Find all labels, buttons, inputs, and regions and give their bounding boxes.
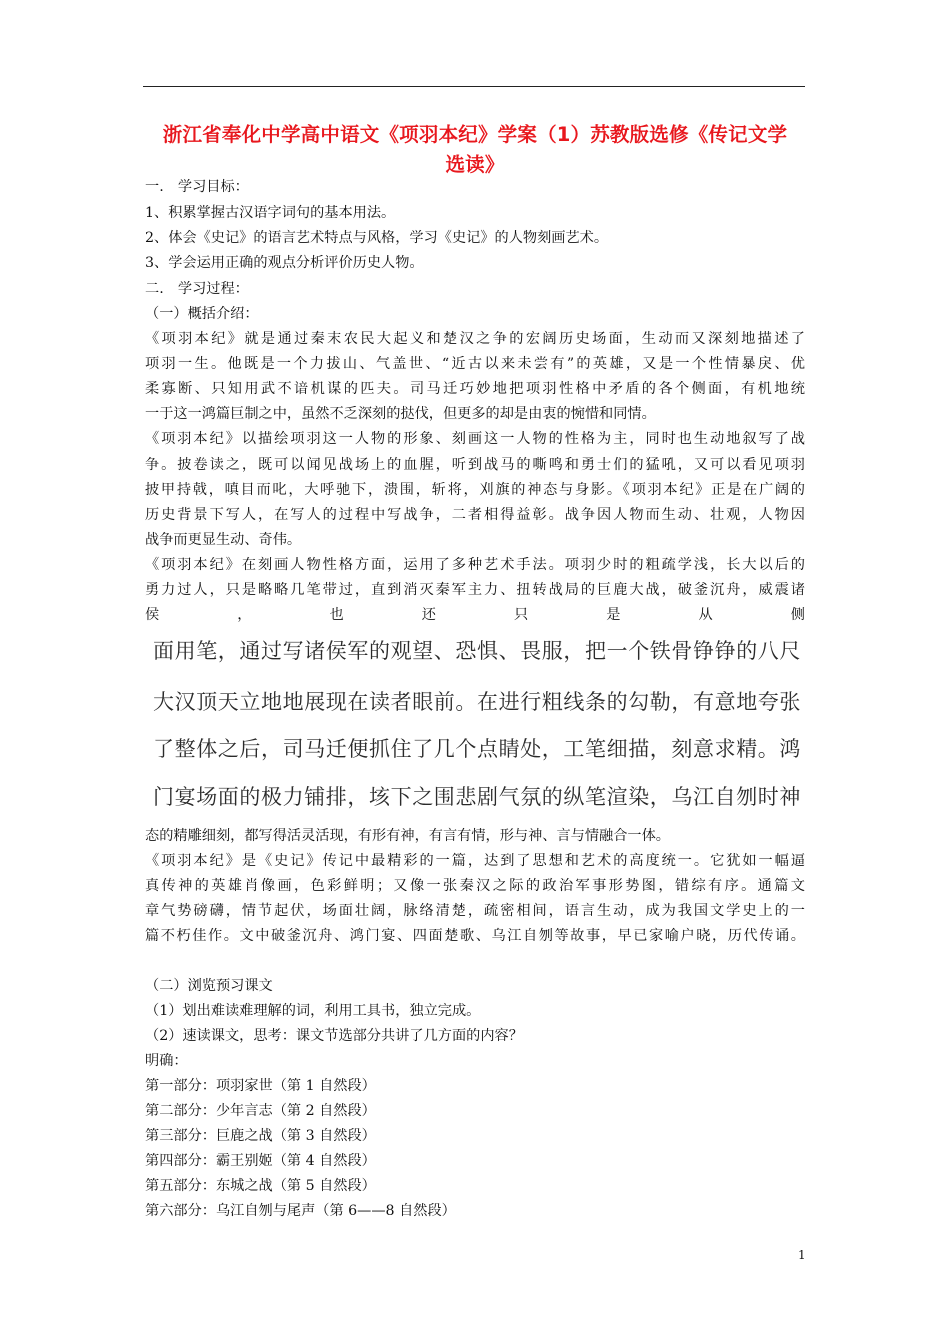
spread-word: 侯 [145, 607, 160, 623]
paragraph-line: 披甲持戟，嗔目而叱，大呼驰下，溃围，斩将，刈旗的神态与身影。《项羽本纪》正是在广阔的 [145, 482, 805, 498]
paragraph-line: 《项羽本纪》是《史记》传记中最精彩的一篇，达到了思想和艺术的高度统一。它犹如一幅逼 [145, 853, 805, 869]
document-title [145, 120, 805, 180]
spread-word: 侧 [790, 607, 805, 623]
paragraph-line: 《项羽本纪》以描绘项羽这一人物的形象、刻画这一人物的性格为主，同时也生动地叙写了战 [145, 431, 805, 447]
paragraph-line: 历史背景下写人，在写人的过程中写战争，二者相得益彰。战争因人物而生动、壮观，人物因 [145, 507, 805, 523]
section-heading-process: 二. 学习过程： [145, 281, 249, 297]
spread-word: ， [237, 607, 252, 623]
clarify-label: 明确： [145, 1053, 188, 1069]
outline-item-1: 第一部分：项羽家世（第 1 自然段） [145, 1078, 376, 1094]
spread-paragraph-line [145, 605, 805, 625]
outline-item-6: 第六部分：乌江自刎与尾声（第 6——8 自然段） [145, 1203, 456, 1219]
paragraph-line: 战争而更显生动、奇伟。 [145, 532, 302, 548]
paragraph-line: 一于这一鸿篇巨制之中，虽然不乏深刻的挞伐，但更多的却是由衷的惋惜和同情。 [145, 406, 656, 422]
paragraph-line: 《项羽本纪》就是通过秦末农民大起义和楚汉之争的宏阔历史场面，生动而又深刻地描述了 [145, 331, 805, 347]
goal-item-1: 1、积累掌握古汉语字词句的基本用法。 [145, 205, 396, 221]
outline-item-5: 第五部分：东城之战（第 5 自然段） [145, 1178, 376, 1194]
preview-step-1: （1）划出难读难理解的词，利用工具书，独立完成。 [145, 1003, 481, 1019]
embedded-image-line: 门宴场面的极力铺排，垓下之围悲剧气氛的纵笔渲染，乌江自刎时神 [153, 785, 801, 809]
preview-step-2: （2）速读课文，思考：课文节选部分共讲了几方面的内容？ [145, 1028, 523, 1044]
paragraph-line: 真传神的英雄肖像画，色彩鲜明；又像一张秦汉之际的政治军事形势图，错综有序。通篇文 [145, 878, 805, 894]
outline-item-2: 第二部分：少年言志（第 2 自然段） [145, 1103, 376, 1119]
title-line-1: 浙江省奉化中学高中语文《项羽本纪》学案（1）苏教版选修《传记文学 [162, 123, 788, 146]
embedded-image-line: 面用笔，通过写诸侯军的观望、恐惧、畏服，把一个铁骨铮铮的八尺 [153, 639, 801, 663]
spread-word: 只 [514, 607, 529, 623]
paragraph-line: 篇不朽佳作。文中破釜沉舟、鸿门宴、四面楚歌、乌江自刎等故事，早已家喻户晓，历代传诵。 [145, 928, 805, 944]
subsection-heading-intro: （一）概括介绍： [145, 306, 259, 322]
spread-word: 也 [329, 607, 344, 623]
paragraph-line: 项羽一生。他既是一个力拔山、气盖世、“近古以来未尝有”的英雄，又是一个性情暴戾、优 [145, 356, 805, 372]
header-rule [143, 86, 805, 87]
paragraph-line: 态的精雕细刻，都写得活灵活现，有形有神，有言有情，形与神、言与情融合一体。 [145, 828, 670, 844]
outline-item-4: 第四部分：霸王别姬（第 4 自然段） [145, 1153, 376, 1169]
goal-item-3: 3、学会运用正确的观点分析评价历史人物。 [145, 255, 424, 271]
page-number: 1 [798, 1248, 806, 1262]
spread-word: 从 [698, 607, 713, 623]
title-line-2: 选读》 [445, 153, 505, 176]
paragraph-line: 《项羽本纪》在刻画人物性格方面，运用了多种艺术手法。项羽少时的粗疏学浅，长大以后的 [145, 557, 805, 573]
paragraph-line: 柔寡断、只知用武不谙机谋的匹夫。司马迁巧妙地把项羽性格中矛盾的各个侧面，有机地统 [145, 381, 805, 397]
paragraph-line: 勇力过人，只是略略几笔带过，直到消灭秦军主力、扭转战局的巨鹿大战，破釜沉舟，威震诸 [145, 582, 805, 598]
embedded-image-line: 了整体之后，司马迁便抓住了几个点睛处，工笔细描，刻意求精。鸿 [153, 737, 801, 761]
outline-item-3: 第三部分：巨鹿之战（第 3 自然段） [145, 1128, 376, 1144]
section-heading-goals: 一. 学习目标： [145, 179, 249, 195]
paragraph-line: 争。披卷读之，既可以闻见战场上的血腥，听到战马的嘶鸣和勇士们的猛吼，又可以看见项羽 [145, 457, 805, 473]
paragraph-line: 章气势磅礴，情节起伏，场面壮阔，脉络清楚，疏密相间，语言生动，成为我国文学史上的一 [145, 903, 805, 919]
subsection-heading-preview: （二）浏览预习课文 [145, 978, 273, 994]
embedded-image-line: 大汉顶天立地地展现在读者眼前。在进行粗线条的勾勒，有意地夸张 [153, 690, 801, 714]
spread-word: 是 [606, 607, 621, 623]
spread-word: 还 [421, 607, 436, 623]
goal-item-2: 2、体会《史记》的语言艺术特点与风格，学习《史记》的人物刻画艺术。 [145, 230, 609, 246]
